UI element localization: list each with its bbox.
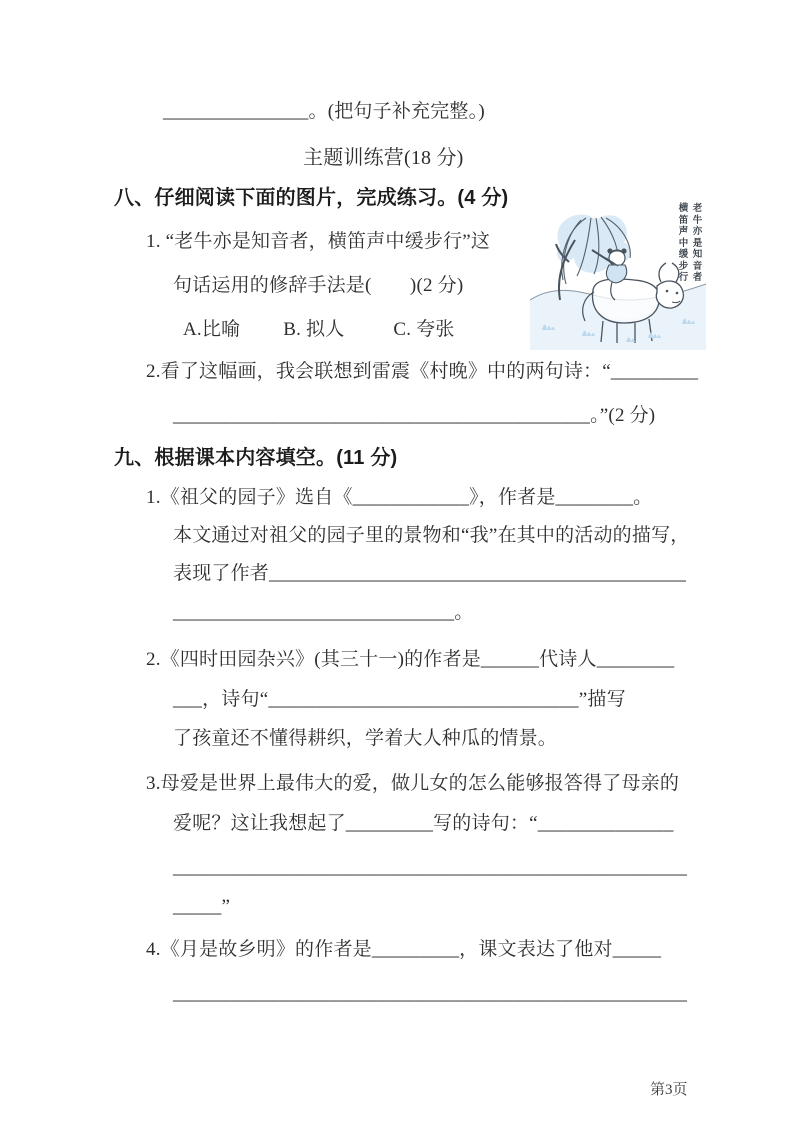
q9-1-line1: 1.《祖父的园子》选自《____________》，作者是________。 [146,487,653,508]
banner-title: 主题训练营(18 分) [303,147,464,169]
illustration-caption-column-1: 老牛亦是知音者 [692,204,703,284]
q8-1-line2: 句话运用的修辞手法是( )(2 分) [173,275,464,296]
q9-2-line3: 了孩童还不懂得耕织，学着大人种瓜的情景。 [173,728,558,749]
ox-rider-illustration [530,200,706,350]
q9-1-line2: 本文通过对祖父的园子里的景物和“我”在其中的活动的描写， [173,525,690,546]
q9-3-line1: 3.母爱是世界上最伟大的爱，做儿女的怎么能够报答得了母亲的 [146,773,680,794]
q9-3-line2: 爱呢？这让我想起了_________写的诗句：“______________ [173,813,674,834]
option-a: A.比喻 [183,319,241,340]
q9-3-line4: _____” [173,896,231,917]
q8-1-options-row [183,318,455,342]
q8-2-line1: 2.看了这幅画，我会联想到雷震《村晚》中的两句诗：“_________ [146,361,699,382]
q9-1-line4: _____________________________。 [173,602,474,623]
option-b: B. 拟人 [283,319,345,340]
q9-1-line3: 表现了作者___________________________________________ [173,563,687,584]
illustration-caption-column-2: 横笛声中缓步行 [678,204,689,284]
q8-1-line1: 1. “老牛亦是知音者，横笛声中缓步行”这 [146,231,491,252]
q9-4-line1: 4.《月是故乡明》的作者是_________，课文表达了他对_____ [146,939,662,960]
option-c: C. 夸张 [393,319,455,340]
section-8-heading: 八、仔细阅读下面的图片，完成练习。(4 分) [114,187,509,209]
page-number: 第3页 [650,1082,688,1098]
fill-sentence-blank-line: _______________。(把句子补充完整。) [163,101,485,122]
q9-3-line3: _____________________________________________________ [173,857,688,878]
q8-2-line2: ___________________________________________。”(2 分) [173,405,656,426]
q9-4-line2: _____________________________________________________ [173,983,688,1004]
q9-2-line2: ___，诗句“________________________________”描写 [173,689,626,710]
q9-2-line1: 2.《四时田园杂兴》(其三十一)的作者是______代诗人________ [146,649,675,670]
section-9-heading: 九、根据课本内容填空。(11 分) [114,447,398,469]
